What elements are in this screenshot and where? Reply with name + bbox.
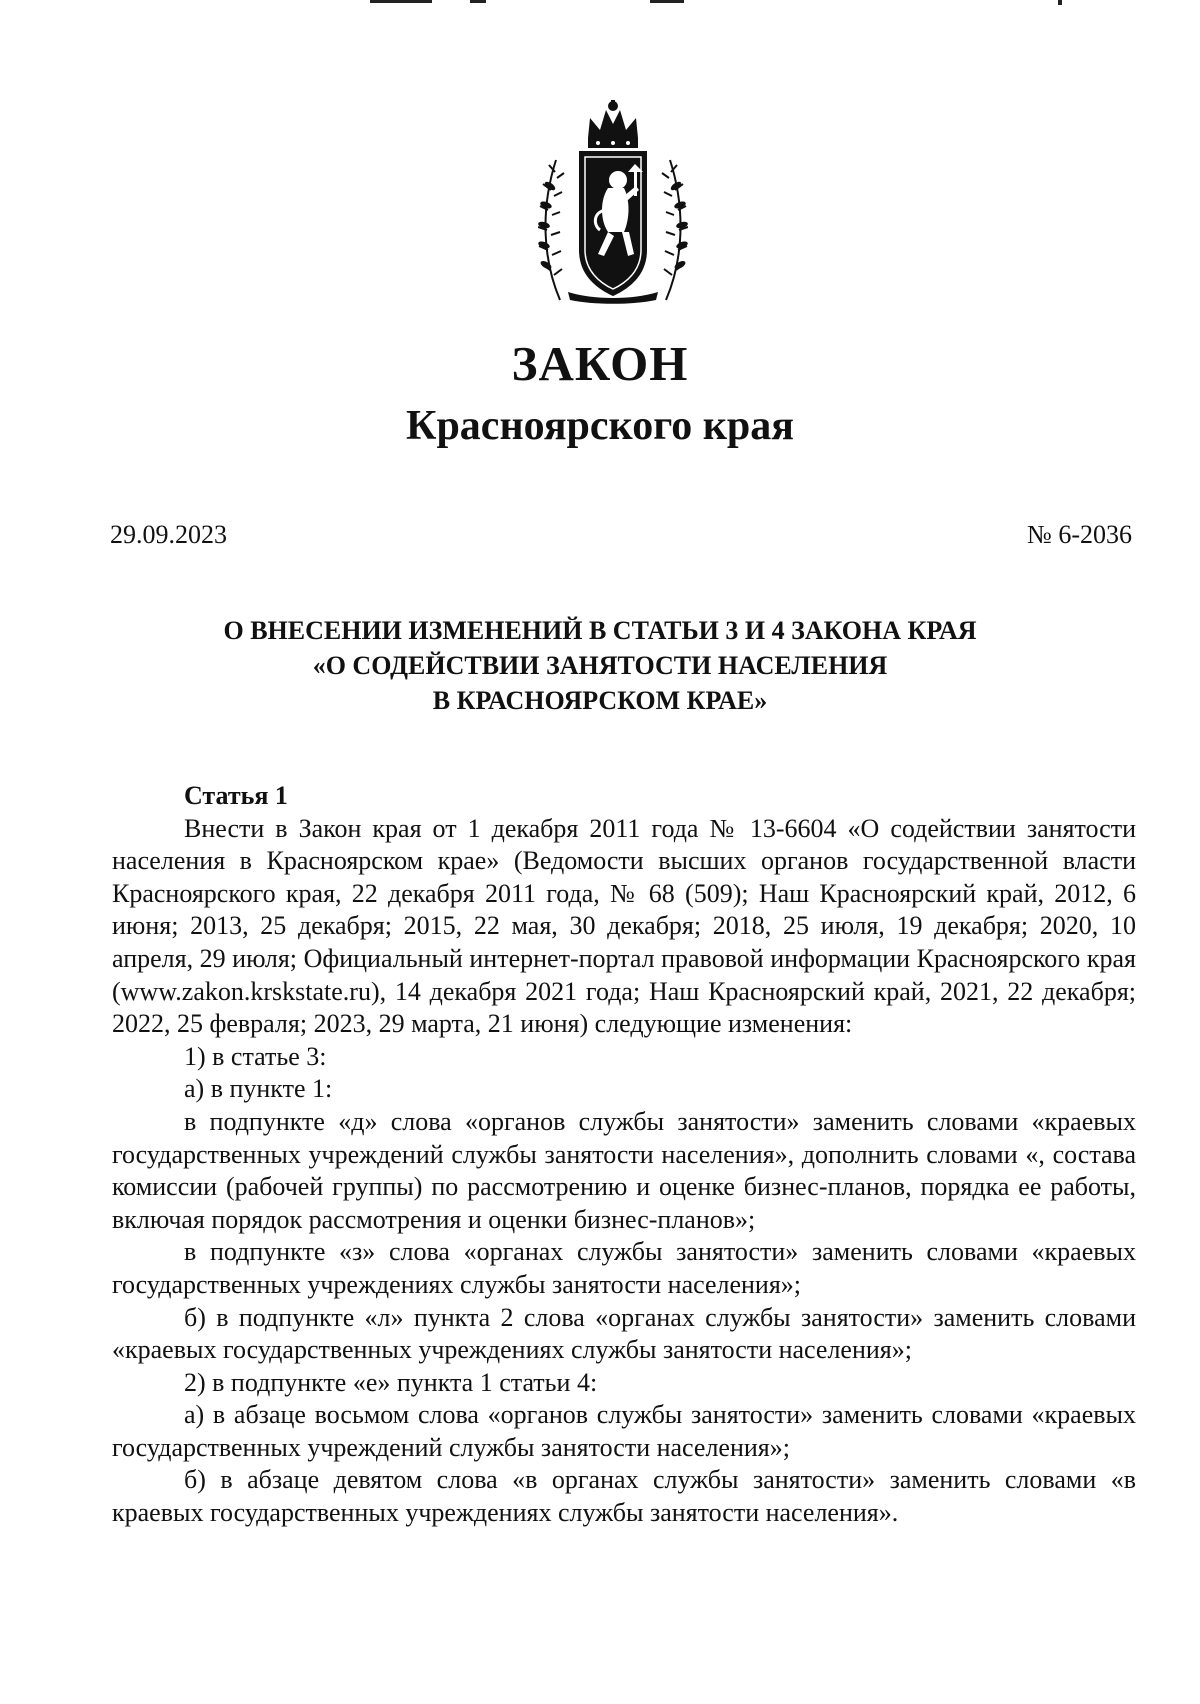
subject-line: «О СОДЕЙСТВИИ ЗАНЯТОСТИ НАСЕЛЕНИЯ [312,651,888,680]
article-paragraph: б) в абзаце девятом слова «в органах службы занятости» заменить словами «в краевых государственных учреждениях службы занятости населения». [112,1465,1136,1528]
document-body [112,780,1136,1530]
document-subject [100,613,1100,718]
scan-artifact-line [370,0,432,3]
article-paragraph: в подпункте «д» слова «органов службы занятости» заменить словами «краевых государственных учреждений службы занятости населения», дополнить словами «, состава комиссии (рабочей группы) по рассмотрению и оценке бизнес-планов, порядка ее работы, включая порядок рассмотрения и оценки бизнес-планов»; [112,1106,1136,1234]
article-paragraph: в подпункте «з» слова «органах службы занятости» заменить словами «краевых государственных учреждениях службы занятости населения»; [112,1237,1136,1299]
scan-artifact-line [1058,0,1062,5]
document-title: ЗАКОН [511,336,689,391]
article-paragraph: а) в абзаце восьмом слова «органов службы занятости» заменить словами «краевых государственных учреждений службы занятости населения»; [112,1400,1136,1462]
document-date: 29.09.2023 [110,520,227,549]
scan-artifact-line [470,0,486,3]
document-subtitle: Красноярского края [405,403,795,449]
subject-line: В КРАСНОЯРСКОМ КРАЕ» [432,686,768,715]
article-paragraph: а) в пункте 1: [184,1074,333,1104]
coat-of-arms-emblem [538,100,688,305]
article-paragraph: 2) в подпункте «е» пункта 1 статьи 4: [184,1367,598,1397]
article-paragraph: б) в подпункте «л» пункта 2 слова «органах службы занятости» заменить словами «краевых государственных учреждениях службы занятости населения»; [112,1302,1136,1365]
subject-line: О ВНЕСЕНИИ ИЗМЕНЕНИЙ В СТАТЬИ 3 И 4 ЗАКОНА КРАЯ [223,616,977,645]
article-heading: Статья 1 [184,781,288,810]
document-number: № 6-2036 [1027,520,1132,549]
article-paragraph: Внести в Закон края от 1 декабря 2011 года № 13-6604 «О содействии занятости населения в Красноярском крае» (Ведомости высших органов государственной власти Красноярского края, 22 декабря 2011 года, № 68 (509); Наш Красноярский край, 2012, 6 июня; 2013, 25 декабря; 2015, 22 мая, 30 декабря; 2018, 25 июля, 19 декабря; 2020, 10 апреля, 29 июля; Официальный интернет-портал правовой информации Красноярского края (www.zakon.krskstate.ru), 14 декабря 2021 года; Наш Красноярский край, 2021, 22 декабря; 2022, 25 февраля; 2023, 29 марта, 21 июня) следующие изменения: [112,813,1136,1039]
scan-artifact-line [650,0,684,3]
article-paragraph: 1) в статье 3: [184,1041,327,1071]
